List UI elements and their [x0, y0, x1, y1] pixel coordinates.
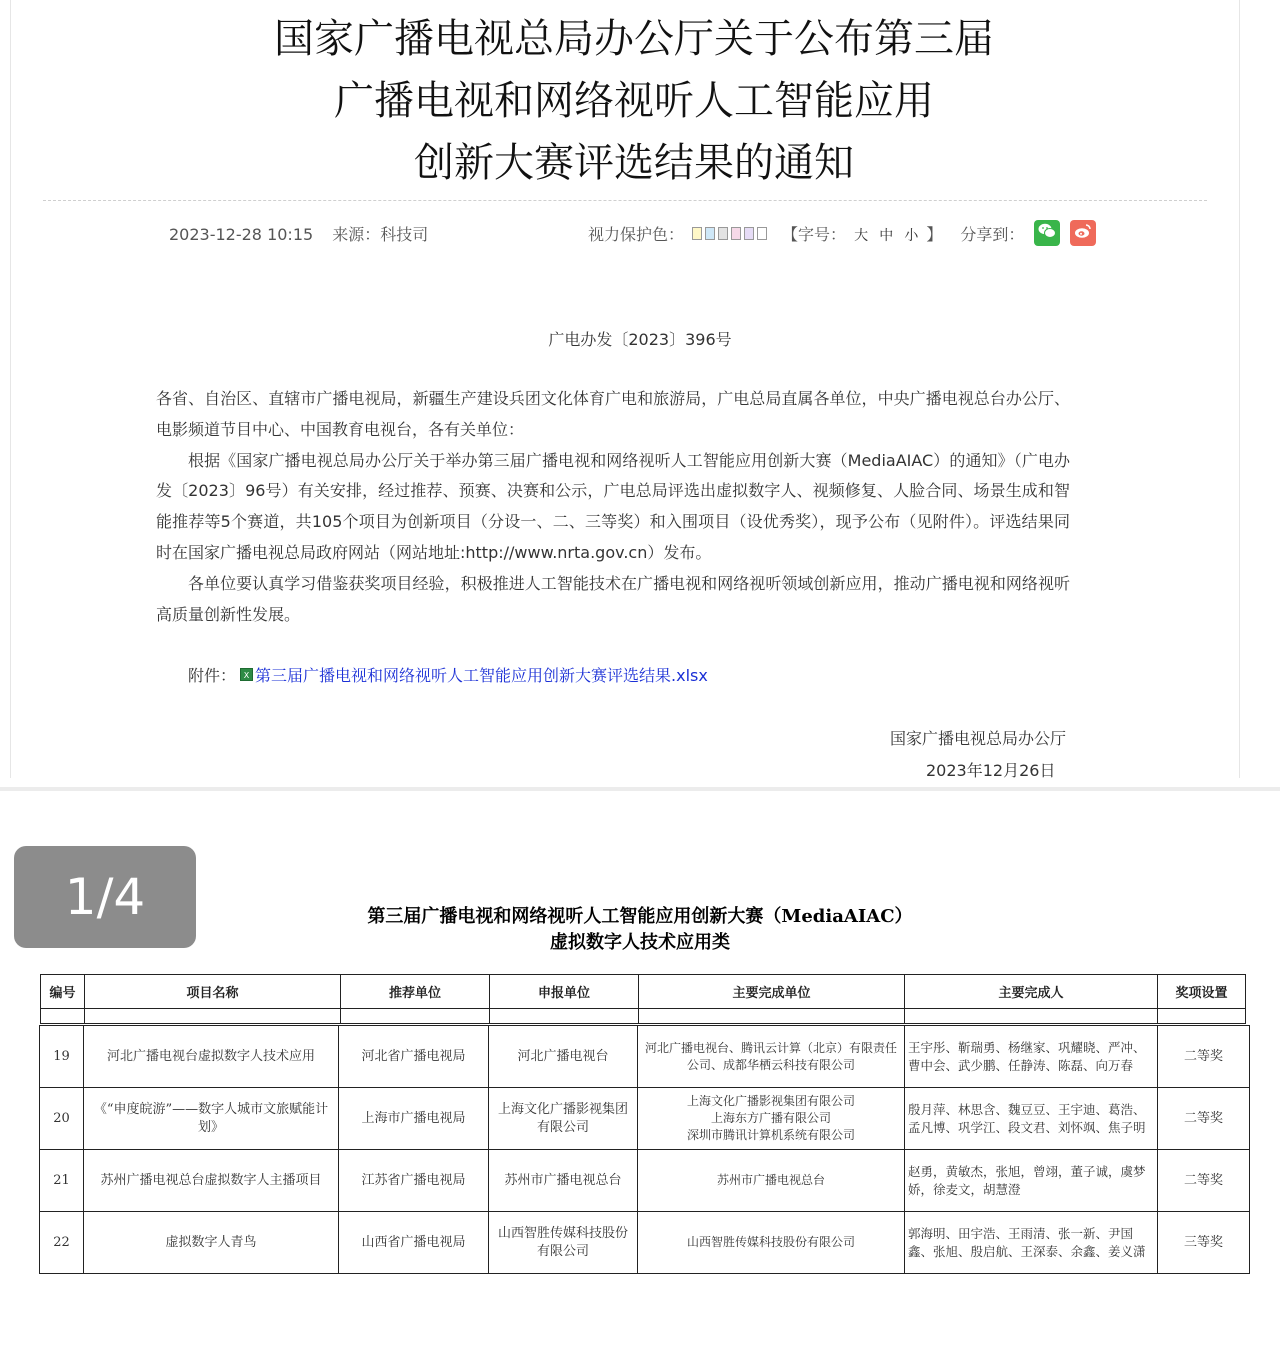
cell-recommender: 上海市广播电视局 — [339, 1088, 489, 1150]
cell-people: 殷月萍、林思含、魏豆豆、王宇迪、葛浩、孟凡博、巩学江、段文君、刘怀飒、焦子明 — [905, 1088, 1158, 1150]
body-paragraph: 各单位要认真学习借鉴获奖项目经验，积极推进人工智能技术在广播电视和网络视听领域创新应用，推动广播电视和网络视听高质量创新性发展。 — [156, 573, 1070, 624]
cell-id: 20 — [40, 1088, 84, 1150]
attachment-link[interactable]: 第三届广播电视和网络视听人工智能应用创新大赛评选结果.xlsx — [255, 666, 708, 685]
cell-applicant: 上海文化广播影视集团有限公司 — [489, 1088, 638, 1150]
cell-recommender: 河北省广播电视局 — [339, 1026, 489, 1088]
section-divider — [0, 787, 1280, 791]
eye-care-swatch-5[interactable] — [744, 227, 754, 240]
cell-units: 河北广播电视台、腾讯云计算（北京）有限责任公司、成都华栖云科技有限公司 — [638, 1026, 905, 1088]
article-title-line: 广播电视和网络视听人工智能应用 — [334, 78, 934, 124]
column-header-id: 编号 — [41, 975, 85, 1009]
wechat-icon — [1038, 223, 1056, 243]
weibo-share-button[interactable] — [1070, 220, 1096, 246]
article-title — [11, 8, 1257, 194]
attachment-label: 附件： — [188, 666, 237, 685]
font-size-large-button[interactable]: 大 — [854, 227, 869, 244]
cell-applicant: 河北广播电视台 — [489, 1026, 638, 1088]
cell-units — [638, 1088, 905, 1150]
cell-applicant: 山西智胜传媒科技股份有限公司 — [489, 1212, 638, 1274]
cell-id: 22 — [40, 1212, 84, 1274]
cell-units: 苏州市广播电视总台 — [638, 1150, 905, 1212]
cell-id: 19 — [40, 1026, 84, 1088]
cell-people: 王宇彤、靳瑞勇、杨继家、巩耀晓、严冲、曹中会、武少鹏、任静涛、陈磊、向万春 — [905, 1026, 1158, 1088]
font-size-open: 【字号： — [782, 224, 847, 244]
cell-recommender: 江苏省广播电视局 — [339, 1150, 489, 1212]
eye-care-label: 视力保护色： — [588, 224, 685, 244]
cell-project: 河北广播电视台虚拟数字人技术应用 — [84, 1026, 339, 1088]
eye-care-swatch-2[interactable] — [705, 227, 715, 240]
font-size-medium-button[interactable]: 中 — [879, 227, 894, 244]
cell-project: 虚拟数字人青鸟 — [84, 1212, 339, 1274]
cell-project: 苏州广播电视总台虚拟数字人主播项目 — [84, 1150, 339, 1212]
table-row — [40, 1212, 1250, 1274]
unit-line: 上海文化广播影视集团有限公司 — [686, 1094, 855, 1108]
table-row — [40, 1088, 1250, 1150]
results-table — [39, 1025, 1249, 1274]
column-header-applicant: 申报单位 — [490, 975, 639, 1009]
article-meta — [169, 222, 428, 245]
wechat-share-button[interactable] — [1034, 220, 1060, 246]
body-paragraph: 根据《国家广播电视总局办公厅关于举办第三届广播电视和网络视听人工智能应用创新大赛（MediaAIAC）的通知》（广电办发〔2023〕96号）有关安排，经过推荐、预赛、决赛和公示，广电总局评选出虚拟数字人、视频修复、人脸合同、场景生成和智能推荐等5个赛道，共105个项目为创新项目（分设一、二、三等奖）和入围项目（设优秀奖），现予公布（见附件）。评选结果同时在国家广播电视总局政府网站（网站地址:http://www.nrta.gov.cn）发布。 — [156, 450, 1070, 562]
title-separator — [43, 200, 1207, 201]
article-tools — [588, 220, 1096, 246]
addressee-paragraph: 各省、自治区、直辖市广播电视局，新疆生产建设兵团文化体育广电和旅游局，广电总局直属各单位，中央广播电视总台办公厅、电影频道节目中心、中国教育电视台，各有关单位： — [156, 389, 1070, 439]
signature-date: 2023年12月26日 — [926, 761, 1056, 780]
sheet-subtitle: 虚拟数字人技术应用类 — [550, 932, 730, 953]
cell-people: 赵勇，黄敏杰，张旭，曾翊，董子诚，虞梦娇，徐麦文，胡慧澄 — [905, 1150, 1158, 1212]
header-spacer-row — [41, 1009, 1246, 1024]
publish-date: 2023-12-28 10:15 — [169, 225, 314, 244]
table-row — [40, 1026, 1250, 1088]
article-body — [156, 384, 1070, 630]
cell-units: 山西智胜传媒科技股份有限公司 — [638, 1212, 905, 1274]
eye-care-swatch-1[interactable] — [692, 227, 702, 240]
unit-line: 深圳市腾讯计算机系统有限公司 — [686, 1128, 855, 1142]
page-counter: 1/4 — [14, 846, 196, 948]
column-header-recommender: 推荐单位 — [341, 975, 490, 1009]
results-table-header — [40, 974, 1245, 1024]
attachment-row — [188, 663, 708, 686]
eye-care-swatch-4[interactable] — [731, 227, 741, 240]
cell-people: 郭海明、田宇浩、王雨清、张一新、尹国鑫、张旭、殷启航、王深泰、余鑫、姜义潇 — [905, 1212, 1158, 1274]
font-size-control — [782, 222, 942, 245]
weibo-icon — [1074, 223, 1092, 243]
signature: 国家广播电视总局办公厅 — [890, 729, 1067, 748]
sheet-title — [0, 904, 1280, 956]
eye-care-swatch-6[interactable] — [757, 227, 767, 240]
eye-care-swatch-3[interactable] — [718, 227, 728, 240]
share-label: 分享到： — [960, 224, 1025, 244]
cell-applicant: 苏州市广播电视总台 — [489, 1150, 638, 1212]
font-size-small-button[interactable]: 小 — [904, 227, 919, 244]
table-row — [40, 1150, 1250, 1212]
font-size-close: 】 — [926, 224, 943, 244]
excel-file-icon: X — [240, 668, 253, 681]
cell-award: 二等奖 — [1158, 1150, 1250, 1212]
article-title-line: 国家广播电视总局办公厅关于公布第三届 — [274, 16, 994, 62]
cell-recommender: 山西省广播电视局 — [339, 1212, 489, 1274]
article-title-line: 创新大赛评选结果的通知 — [414, 140, 854, 186]
column-header-units: 主要完成单位 — [639, 975, 905, 1009]
eye-care-swatches — [692, 227, 770, 240]
cell-project: 《“申度皖游”——数字人城市文旅赋能计划》 — [84, 1088, 339, 1150]
cell-id: 21 — [40, 1150, 84, 1212]
column-header-project: 项目名称 — [85, 975, 341, 1009]
unit-line: 上海东方广播有限公司 — [710, 1111, 831, 1125]
document-number: 广电办发〔2023〕396号 — [548, 330, 732, 349]
cell-award: 二等奖 — [1158, 1088, 1250, 1150]
column-header-award: 奖项设置 — [1158, 975, 1246, 1009]
cell-award: 二等奖 — [1158, 1026, 1250, 1088]
sheet-title-line: 第三届广播电视和网络视听人工智能应用创新大赛（MediaAIAC） — [367, 906, 913, 927]
article-source: 来源：科技司 — [332, 225, 429, 244]
column-header-people: 主要完成人 — [905, 975, 1158, 1009]
cell-award: 三等奖 — [1158, 1212, 1250, 1274]
